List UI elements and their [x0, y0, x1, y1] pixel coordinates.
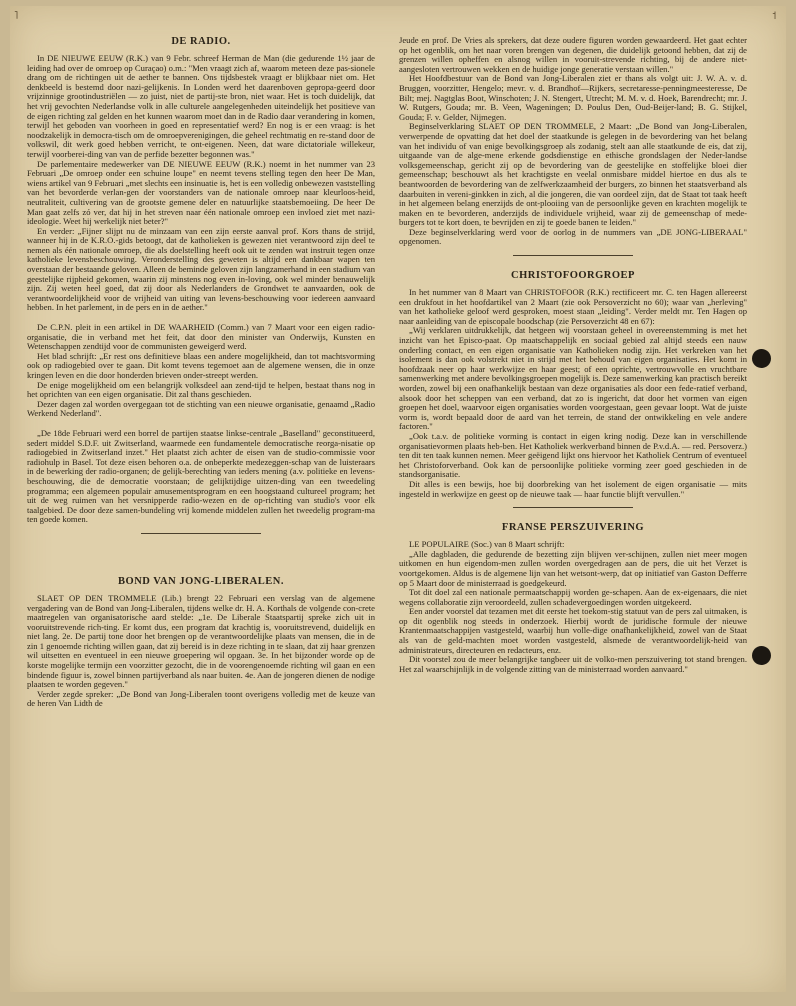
corner-mark-icon: ˦ — [772, 10, 777, 22]
paragraph: Het Hoofdbestuur van de Bond van Jong-Liberalen ziet er thans als volgt uit: J. W. A. v. d. Bruggen, voorzitter, Hengelo; mevr. v. d. Brandhof—Rijkers, secretaresse-penningmeesteresse, De Bilt; mej. Nagtglas Boot, Winschoten; J. N. Stengert, Utrecht; M. M. v. d. Hoek, Barendrecht; mr. J. W. Rutgers, Gouda; mr. B. Veen, Wageningen; D. Poulus Den, Oud-Beijer-land; B. G. Stijkel, Gouda; F. v. Gelder, Nijmegen. — [399, 73, 747, 122]
paragraph: „Ook t.a.v. de politieke vorming is contact in eigen kring nodig. Deze kan in verschillende organisatievormen plaats heb-ben. Het Katholiek werkverband binnen de P.v.d.A. — red. Persoverz.) ten dit ten taak kunnen nemen. Meer geëigend lijkt ons hiervoor het Katholiek Centrum of eventueel het Christoforverband. Ook kan de persoonlijke politieke vorming zeer goed geschieden in de standsorganisatie. — [399, 430, 747, 480]
paragraph: De enige mogelijkheid om een belangrijk volksdeel aan zend-tijd te helpen, bestaat thans nog in het oprichten van een eigen organisatie. Dit zal thans geschieden. — [27, 379, 375, 400]
punch-hole — [752, 646, 771, 665]
paragraph: De C.P.N. pleit in een artikel in DE WAARHEID (Comm.) van 7 Maart voor een eigen radio-organisatie, die in verband met het feit, dat door den minister van Onderwijs, Kunsten en Wetenschappen zendtijd voor de communisten geweigerd werd. — [27, 322, 375, 352]
paragraph: Deze beginselverklaring werd voor de oorlog in de nummers van „DE JONG-LIBERAAL" opgenomen. — [399, 226, 747, 247]
punch-hole — [752, 349, 771, 368]
paragraph: Dit voorstel zou de meer belangrijke tangbeer uit de volko-men perszuivering tot stand brengen. Het zal waarschijnlijk in de volgende zitting van de ministerraad worden aanvaard." — [399, 654, 747, 674]
document-page — [10, 6, 786, 992]
paragraph: „Wij verklaren uitdrukkelijk, dat hetgeen wij voorstaan geheel in overeenstemming is met het inzicht van het Episco-paat. Op maatschappelijk en sociaal gebied zal altijd steeds een nauw onderling contact, en een eigen organisatie van Katholieken nodig zijn. Het verkreken van het isolement is dan ook volstrekt niet in strijd met het behoud van eigen organisaties. Het komt in hoofdzaak neer op haar werkwijze en haar geest; of een oprichte, vertrouwvolle en vruchtbare samenwerking met andere bevolkingsgroepen mogelijk is. Deze samenwerking kan practisch bereikt worden, zowel bij een onafhankelijk bestaan van deze organisaties als door een fede-ratief verband, alsook door het scheppen van een verband, dat zo is ingericht, dat door het vormen van eigen groepen het doel, waarvoor eigen organisaties worden voorgestaan, geen gevaar loopt. Wat de juiste vorm is, wordt bepaald door de aard van het terrein, de stand der ontwikkeling en vele andere factoren." — [399, 325, 747, 432]
paragraph: Een ander voorstel dat tezamen met dit eerste het toekom-stig statuut van de pers zal uitmaken, is op dit ogenblik nog steeds in onderzoek. Hierbij wordt de juridische formule der nieuwe Krantenmaatschappijen vastgesteld, waarbij hun volle-dige onafhankelijkheid, zowel van de Staat als van de geld-machten moet worden vastgesteld, alsmede de verantwoordelijk-heid van administrateurs, directeuren en redacteurs, enz. — [399, 606, 747, 655]
right-column — [399, 36, 747, 674]
section-divider — [513, 507, 633, 508]
paragraph: In het nummer van 8 Maart van CHRISTOFOOR (R.K.) rectificeert mr. C. ten Hagen allereerst een drukfout in het hoofdartikel van 2 Maart (zie ook Persoverzicht no 60); waar van „herleving" van het katholieke geloof werd gesproken, moest staan „leiding". Verder meldt mr. Ten Hagen op naar aanleiding van de episcopale boodschap (zie Persoverzicht 48 en 67): — [399, 287, 747, 326]
paragraph: In DE NIEUWE EEUW (R.K.) van 9 Febr. schreef Herman de Man (die gedurende 1½ jaar de leiding had over de omroep op Curaçao) o.m.: "Men vraagt zich af, waarom meteen deze pas-sionele drang om de richtingen uit de aether te bannen. Ons tijdsbestek vraagt er blijkbaar niet om. Het denkbeeld is bestemd door nazi-gelijkenis. In Londen werd het daarenboven gepropa-geerd door vrijzinnige grootindustriëlen — zo juist, niet de partij-ste bron, niet waar. Het is toch duidelijk, dat het vrij gevochten Nederlandse volk in alle culturele aangelegenheden uiteindelijk het positieve van de eigen richting zal gelden en het kunnen waarom moet dan in de Radio daar verandering in komen, terwijl het geboden van voorheen in goed en representatief werd? En nog is er een vraag: is het noodzakelijk in democra-tisch om de omroepverenigingen, die geheel rechtmatig en re-stand door de volkswil, dit werk goed hebben verricht, te ont-eigenen. Neen, dat ware dictatoriale willekeur, terwijl voorberei-ding van van de perfide bezetter begonnen was." — [27, 53, 375, 159]
heading-franse: FRANSE PERSZUIVERING — [501, 522, 645, 534]
left-column — [27, 36, 375, 709]
paragraph: Jeude en prof. De Vries als sprekers, dat deze oudere figuren worden gewaardeerd. Het gaat echter op het ogenblik, om het naar voren brengen van degenen, die duidelijk getoond hebben, dat zij de grenzen willen opheffen en alsnog willen in vooruit-strevende richting, bij de andere niet-aangesloten vertrouwen wekken en de huidige jonge generatie verstaan willen." — [399, 35, 747, 74]
paragraph: Dit alles is een bewijs, hoe bij doorbreking van het isolement de eigen organisatie — mits ingesteld in werkwijze en geest op de nieuwe taak — haar functie blijft vervullen." — [399, 478, 747, 499]
paragraph: Dezer dagen zal worden overgegaan tot de stichting van een nieuwe organisatie, genaamd „Radio Werkend Nederland". — [27, 398, 375, 419]
heading-bond: BOND VAN JONG-LIBERALEN. — [118, 575, 284, 587]
paragraph: En verder: „Fijner slijpt nu de minzaam van een zijn eerste aanval prof. Kors thans de strijd, wanneer hij in de K.R.O.-gids betoogt, dat de katholieken is gewezen niet verantwoord zijn deel te nemen als één nationale omroep, die als doelstelling heeft ook uit te zenden wat instruit tegen onze katholieke levensbeschouwing. Veronderstelling des geweten is altijd een dankbaar wapen ten overstaan der bestaande geloven. Alleen de beminde geloven zijn langzamerhand in een stadium van geestelijke rijpheid gekomen, waarin zij minstens nog even in-loving, ook wel minder benauwelijk zijn. Zij weten heel goed, dat zij door als Nederlanders de Grondwet te aanvaarden, ook de verantwoordelijkheid voor de vrijheid van uiting van levens-beschouwing voor iedereen aanvaard hebben. In het parlement, in de pers en in de aether." — [27, 225, 375, 313]
paragraph: De parlementaire medewerker van DE NIEUWE EEUW (R.K.) noemt in het nummer van 23 Februari „De omroep onder een schuine loupe" en neemt tevens stelling tegen den heer De Man, wiens artikel van 9 Februari „met slechts een insinuatie is, het is een volledig onbewezen vaststelling van het bevorderde verlan-gen der voorstanders van de nationale omroep naar kleurloos-heid, neutraliteit, cultivering van de grootste gemene deler en natuurlijke staatsbemoeiing. De heer De Man gaat zelfs zó ver, dat hij in het streven naar één nationale omroep een invloed ziet met nazi-ideologie. Weet hij werkelijk niet beter?" — [27, 158, 375, 227]
paragraph: Het blad schrijft: „Er rest ons definitieve blaas een andere mogelijkheid, dan tot machtsvorming ook op radiogebied over te gaan. Dit komt tevens tegemoet aan de algemene wensen, die in onze kringen leven en die door honderden brieven onder-streept werden. — [27, 350, 375, 380]
paragraph: Beginselverklaring SLAET OP DEN TROMMELE, 2 Maart: „De Bond van Jong-Liberalen, verwerpende de opvatting dat het doel der staatkunde is gelegen in de bevordering van het belang van het individu of van enige bevolkingsgroep als zodanig, stelt aan alle staatkunde de eis, dat zij, uitgaande van de alge-mene erkende godsdienstige en ethische grondslagen der Neder-landse volksgemeenschap, gericht zij op de bevordering van de geestelijke en stoffelijke bloei dier gemeenschap; beschouwt als het krachtigste en veelal onmisbare middel hiertoe en dus als te beantwoorden de bevordering van de zelfwerkzaamheid der burgers, zo binnen het staatsverband als daarbuiten in vereni-ginkken in zich, al die jongeren, die van oordeel zijn, dat de Staat tot taak heeft in het algemeen belang enerzijds de ont-plooiing van de persoonlijke geven en krachten mogelijk te maken en te bevorderen, anderzijds de individuele vrijheid, waar zij de gemeenschap of mede-burgers tot te kort doen, te bevrijden en zij te goede banen te leiden." — [399, 121, 747, 228]
heading-radio: DE RADIO. — [171, 36, 231, 47]
paragraph: Verder zegde spreker: „De Bond van Jong-Liberalen toont overigens volledig met de keuze van de heren Van Lidth de — [27, 688, 375, 709]
corner-mark-icon: ˥ — [14, 10, 19, 22]
paragraph: „Alle dagbladen, die gedurende de bezetting zijn blijven ver-schijnen, zullen niet meer mogen uitkomen en hun eigendom-men zullen worden overgedragen aan de pers, die uit het Verzet is voortgekomen. Aldus is de algemene lijn van het wetsont-werp, dat op initiatief van Gaston Defferre op 5 Maart door de ministerraad is goedgekeurd. — [399, 548, 747, 588]
paragraph: SLAET OP DEN TROMMELE (Lib.) brengt 22 Februari een verslag van de algemene vergadering van de Bond van Jong-Liberalen, tijdens welke dr. H. A. Korthals de volgende con-crete maatregelen van organisatorische aard stelde: „1e. De Liberale Staatspartij spreke zich uit in vooruitstrevende rich-ting. Er komt dus, een program dat krachtig is, vooruitstrevend, duidelijk en niet lang. 2e. De partij tone door het brengen op de verantwoordelijke plaats van mensen, die in de zin 1 genoemde richting willen gaan, dat zij bereid is in deze richting in te slaan, dat zij haar grenzen wil uitsetten en eventueel in een nieuwe groepering wil opgaan. 3e. In het bijzonder worde op de korste mogelijke termijn een voorzitter gezocht, die in de voorengenoemde richting wil gaan en een bindende figuur is, zowel binnen partijverband als naar buiten. 4e. Aan de jongeren dienen de nodige plaatsen te worden gegeven." — [27, 592, 375, 690]
heading-christofoor: CHRISTOFOORGROEP — [511, 270, 635, 282]
paragraph: LE POPULAIRE (Soc.) van 8 Maart schrijft: — [409, 539, 565, 550]
section-divider — [141, 533, 261, 534]
section-divider — [513, 255, 633, 256]
paragraph: Tot dit doel zal een nationale permaatschappij worden ge-schapen. Aan de ex-eigenaars, die niet wegens collaboratie zijn veroordeeld, zullen schadevergoedingen worden uitgekeerd. — [399, 587, 747, 607]
paragraph: „De 18de Februari werd een borrel de partijen staatse linkse-centrale „Baselland" geconstitueerd, sedert middel S.D.F. uit Zwitserland, waarmede een fundamentele democratische reorga-nisatie op radiogebied in Zwitserland inzet." Het plaatst zich achter de eisen van de studio-commissie voor radiohulp in Basel. Tot deze eisen behoren o.a. de onbeperkte medezeggen-schap van de luisteraars in de bewerking der radio-organen; de gelijk-berechting van ieders mening (a.v. politieke en levens-beschouwing, die de democratie voorstaan; de gelijktijdige uitzen-ding van een tweedeling programma; een algemeen populair amusementsprogram en een hoogstaand cultureel program; het uit de weg ruimen van het versnipperde radio-wezen en de op-richting van studio's voor elk taalgebied. De door deze samen-bundeling vrij komende middelen zullen het tweedelig program-ma ten goede komen. — [27, 427, 375, 525]
